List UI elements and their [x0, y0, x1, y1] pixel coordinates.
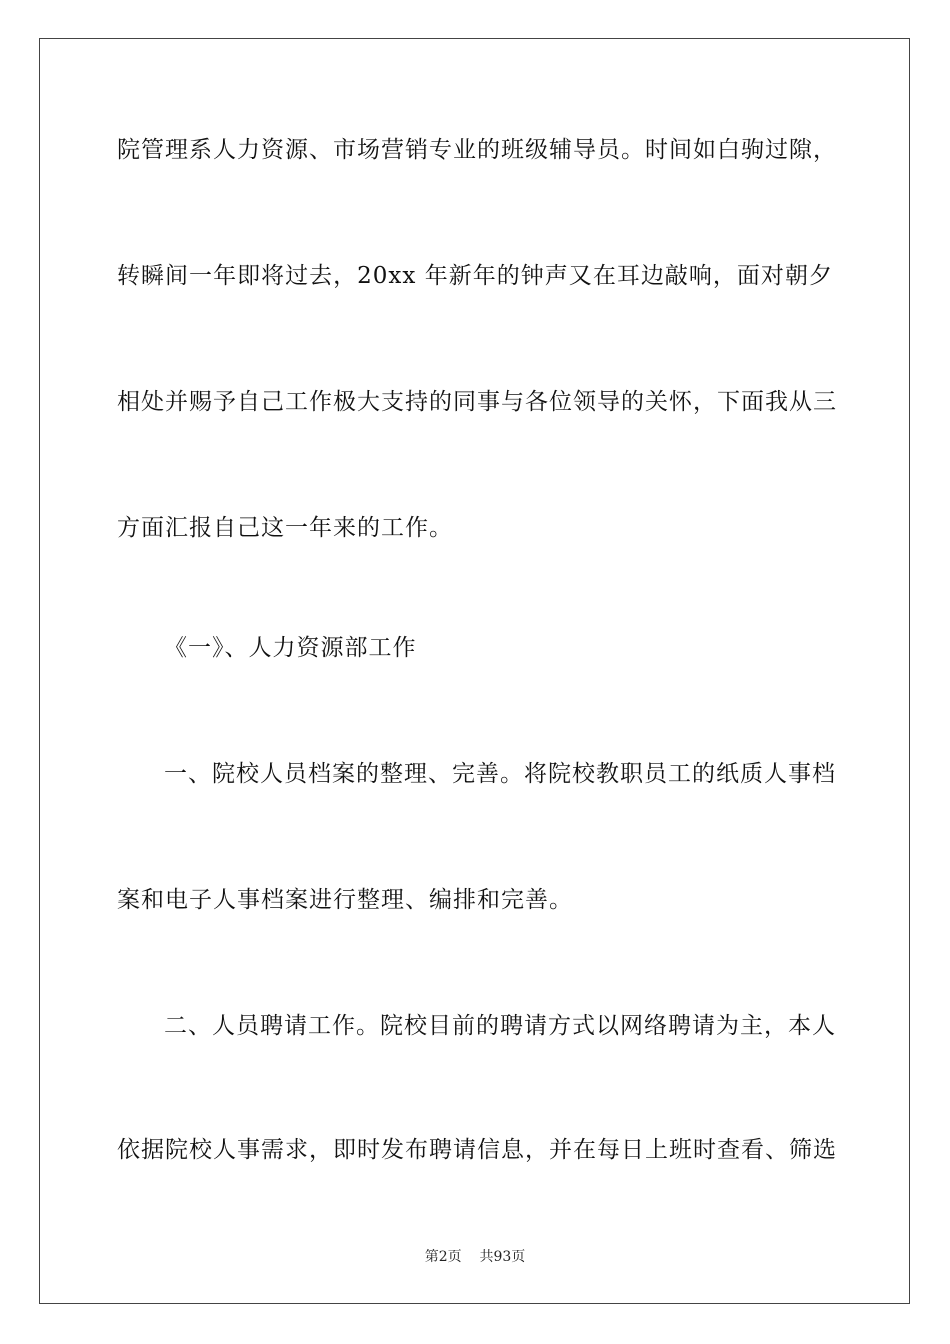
- paragraph-line-1: 院 管 理 系 人 力 资 源 、 市 场 营 销 专 业 的 班 级 辅 导 员 。 时 间 如 白 驹 过 隙 ，: [117, 137, 837, 163]
- paragraph-line-3: 相 处 并 赐 予 自 己 工 作 极 大 支 持 的 同 事 与 各 位 领 导 的 关 怀 ， 下 面 我 从 三: [117, 389, 837, 415]
- paragraph-line-2: 转 瞬 间 一 年 即 将 过 去 ， 20xx 年 新 年 的 钟 声 又 在 耳 边 敲 响 ， 面 对 朝 夕: [117, 263, 833, 289]
- paragraph-line-7: 案和电子人事档案进行整理、编排和完善。: [117, 887, 573, 913]
- section-heading: 《一》、人力资源部工作: [164, 635, 417, 661]
- paragraph-line-4: 方面汇报自己这一年来的工作。: [117, 515, 453, 541]
- page-number: 第2页: [424, 1249, 462, 1265]
- page-border: [39, 38, 910, 1304]
- paragraph-line-6: 一 、 院 校 人 员 档 案 的 整 理 、 完 善 。 将 院 校 教 职 员 工 的 纸 质 人 事 档: [164, 761, 836, 787]
- total-pages: 共93页: [479, 1249, 526, 1265]
- paragraph-line-8: 二 、 人 员 聘 请 工 作 。 院 校 目 前 的 聘 请 方 式 以 网 络 聘 请 为 主 ， 本 人: [164, 1013, 836, 1039]
- paragraph-line-9: 依 据 院 校 人 事 需 求 ， 即 时 发 布 聘 请 信 息 ， 并 在 每 日 上 班 时 查 看 、 筛 选: [117, 1137, 837, 1163]
- page-footer: [0, 1248, 950, 1266]
